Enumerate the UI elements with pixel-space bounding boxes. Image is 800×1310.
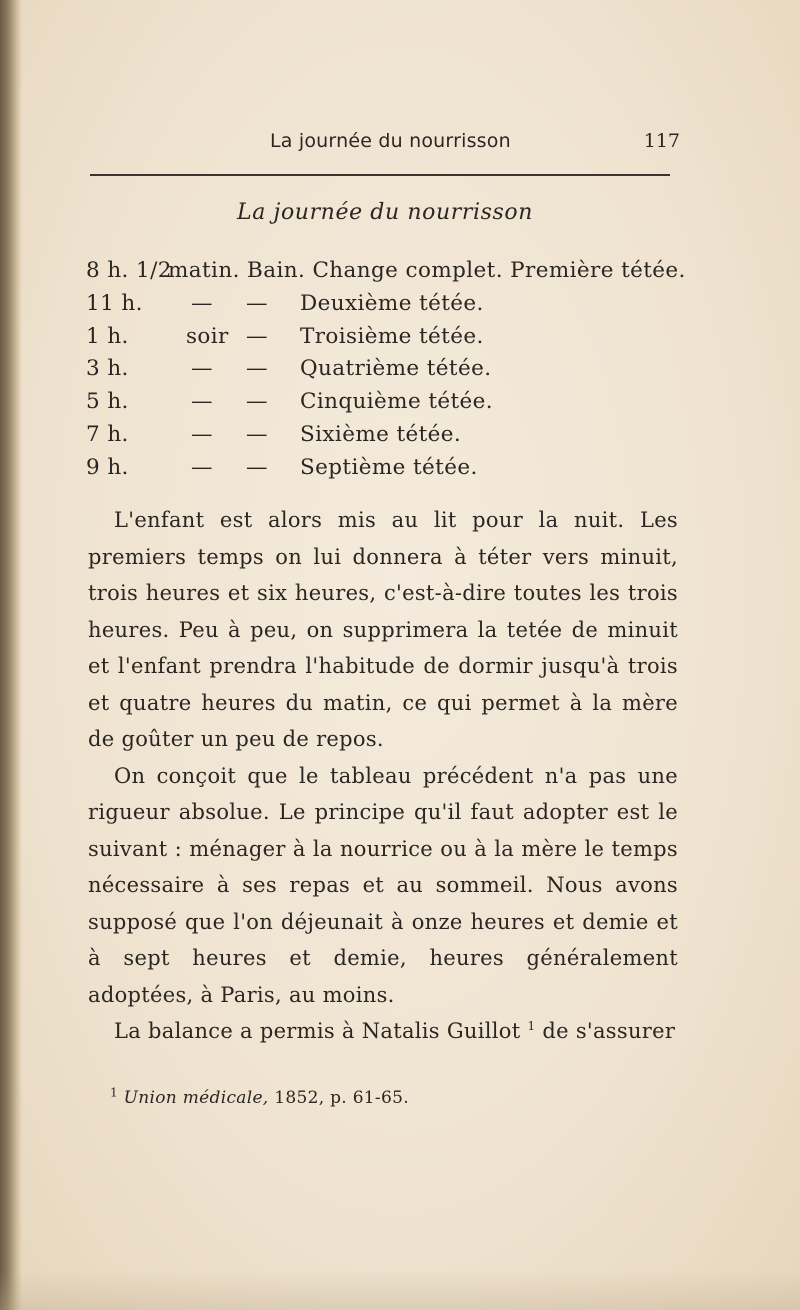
- footnote-reference: 1: [527, 1019, 536, 1033]
- schedule-period: —: [191, 290, 213, 316]
- schedule-dash: —: [246, 323, 268, 349]
- schedule-dash: —: [246, 389, 268, 415]
- feeding-schedule: [86, 258, 696, 488]
- schedule-row: [86, 422, 696, 455]
- book-spine-shadow: [0, 0, 22, 1310]
- paragraph-text: La balance a permis à Natalis Guillot: [114, 1019, 521, 1043]
- schedule-event: Sixième tétée.: [300, 421, 462, 447]
- schedule-period: —: [191, 454, 213, 480]
- schedule-row: [86, 389, 696, 422]
- schedule-time: 3 h.: [86, 356, 129, 382]
- schedule-row: [86, 258, 696, 291]
- footnote: [110, 1085, 670, 1108]
- schedule-period: —: [191, 356, 213, 382]
- schedule-dash: —: [246, 454, 268, 480]
- schedule-period: soir: [186, 323, 229, 349]
- footnote-marker: 1: [110, 1085, 118, 1100]
- footnote-details: 1852, p. 61-65.: [274, 1088, 409, 1108]
- schedule-dash: —: [246, 356, 268, 382]
- schedule-event: Troisième tétée.: [300, 323, 484, 349]
- paragraph-text-tail: de s'assurer: [535, 1019, 676, 1043]
- schedule-row: [86, 455, 696, 488]
- schedule-dash: —: [246, 290, 268, 316]
- header-rule: [90, 174, 670, 176]
- section-title: La journée du nourrisson: [237, 200, 533, 225]
- schedule-time: 7 h.: [86, 421, 129, 447]
- schedule-time: 5 h.: [86, 389, 129, 415]
- paragraph: On conçoit que le tableau précédent n'a pas une rigueur absolue. Le principe qu'il faut adopter est le suivant : ménager à la nourrice ou à la mère le temps nécessaire à ses repas et au sommeil. Nous avons supposé que l'on déjeunait à onze heures et demie et à sept heures et demie, heures généralement adoptées, à Paris, au moins.: [88, 763, 678, 1007]
- paragraph: L'enfant est alors mis au lit pour la nuit. Les premiers temps on lui donnera à téter vers minuit, trois heures et six heures, c'est-à-dire toutes les trois heures. Peu à peu, on supprimera la tetée de minuit et l'enfant prendra l'habitude de dormir jusqu'à trois et quatre heures du matin, ce qui permet à la mère de goûter un peu de repos.: [88, 508, 678, 751]
- schedule-event: Quatrième tétée.: [300, 356, 492, 382]
- schedule-time: 11 h.: [86, 290, 143, 316]
- schedule-dash: —: [246, 421, 268, 447]
- schedule-period: —: [191, 421, 213, 447]
- schedule-row: [86, 291, 696, 324]
- schedule-row: [86, 356, 696, 389]
- schedule-row: [86, 324, 696, 357]
- bottom-edge-shadow: [0, 1270, 800, 1310]
- schedule-entry: matin. Bain. Change complet. Première tétée.: [168, 258, 686, 283]
- schedule-time: 9 h.: [86, 454, 129, 480]
- paragraph: [88, 1013, 678, 1050]
- schedule-event: Cinquième tétée.: [300, 389, 494, 415]
- running-header: [90, 130, 680, 156]
- running-title: La journée du nourrisson: [270, 130, 511, 152]
- footnote-source: Union médicale,: [123, 1088, 269, 1108]
- page-number: 117: [643, 130, 680, 152]
- schedule-event: Septième tétée.: [300, 454, 478, 480]
- schedule-period: —: [191, 389, 213, 415]
- body-text: [88, 502, 678, 1050]
- schedule-event: Deuxième tétée.: [300, 290, 484, 316]
- schedule-time: 1 h.: [86, 323, 129, 349]
- schedule-time: 8 h. 1/2: [86, 258, 172, 283]
